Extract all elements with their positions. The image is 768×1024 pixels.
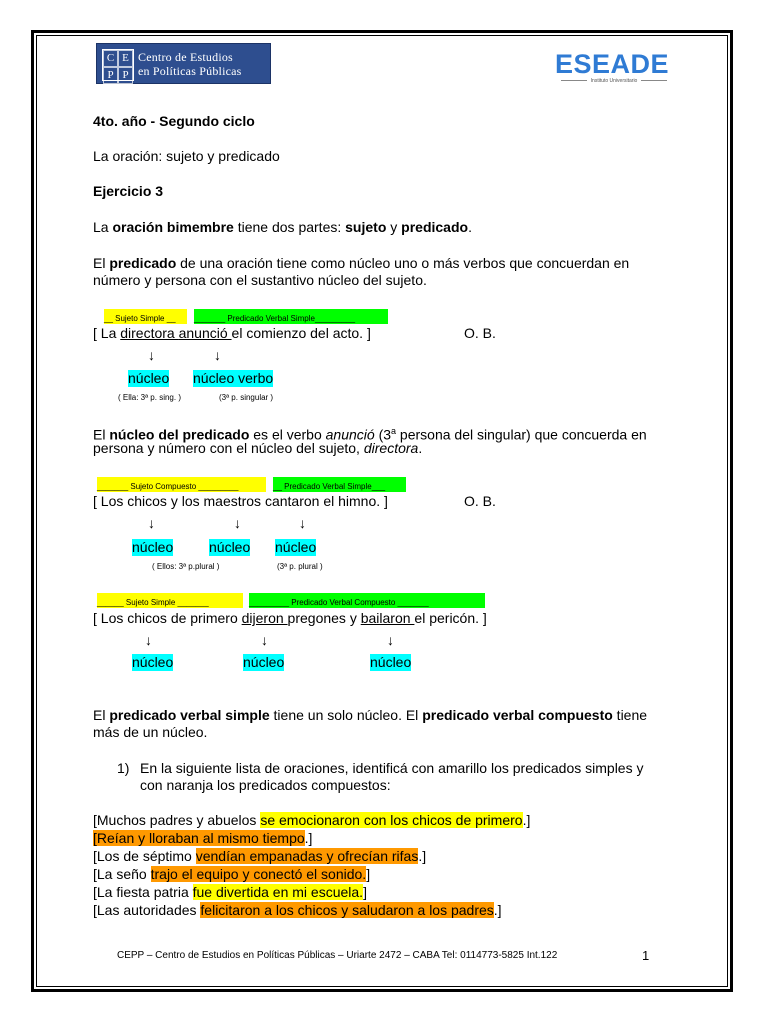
cepp-logo-line2: en Políticas Públicas [138,64,242,78]
label-sujeto-simple: ______ Sujeto Simple _______ [97,593,243,608]
logo-letter: P [103,67,118,84]
ob-label: O. B. [464,493,496,509]
cepp-logo [96,43,271,84]
paragraph-nucleo-line1: El núcleo del predicado es el verbo anunció (3$^a$ persona del singular) que concuerda en [93,426,647,443]
example-sentence-3: [ Los chicos de primero dijeron pregones y bailaron el pericón. ] [93,610,487,626]
topic-heading: La oración: sujeto y predicado [93,148,280,164]
nucleo-label: núcleo [243,654,285,670]
sentence-item: [Reían y lloraban al mismo tiempo.] [93,830,313,846]
note-ella: ( Ella: 3ª p. sing. ) [118,393,181,402]
nucleo-label: núcleo [128,370,170,386]
paragraph-bimembre: La oración bimembre tiene dos partes: sujeto y predicado. [93,219,472,235]
label-predicado-verbal-simple: __ Predicado Verbal Simple___ [273,477,406,492]
year-cycle-heading: 4to. año - Segundo ciclo [93,113,255,129]
note-singular: (3ª p. singular ) [219,393,274,402]
cepp-logo-text [138,50,242,78]
eseade-logo [555,50,673,86]
logo-letter: C [103,50,118,67]
label-sujeto-compuesto: _______ Sujeto Compuesto _________ [97,477,266,492]
paragraph-predicado-line1: El predicado de una oración tiene como núcleo uno o más verbos que concuerdan en [93,255,630,271]
eseade-logo-word: ESEADE [555,49,670,79]
sentence-item: [Las autoridades felicitaron a los chicos y saludaron a los padres.] [93,902,502,918]
page-number: 1 [642,948,650,963]
note-ellos: ( Ellos: 3ª p.plural ) [152,562,220,571]
arrow-down-icon: ↓ [148,347,155,363]
cepp-logo-mark [102,49,134,81]
arrow-down-icon: ↓ [148,515,155,531]
example-sentence-1: [ La directora anunció el comienzo del acto. ] [93,325,371,341]
nucleo-label: núcleo [275,539,317,555]
paragraph-predicado-verbal-line1: El predicado verbal simple tiene un solo núcleo. El predicado verbal compuesto tiene [93,707,648,723]
label-sujeto-simple: __ Sujeto Simple __ [104,309,187,324]
note-plural: (3ª p. plural ) [277,562,323,571]
nucleo-label: núcleo [370,654,412,670]
nucleo-verbo-label: núcleo verbo [193,370,274,386]
label-predicado-verbal-simple: _______ Predicado Verbal Simple_________ [194,309,388,324]
arrow-down-icon: ↓ [214,347,221,363]
cepp-logo-line1: Centro de Estudios [138,50,233,64]
nucleo-label: núcleo [132,539,174,555]
ob-label: O. B. [464,325,496,341]
sentence-item: [Los de séptimo vendían empanadas y ofrecían rifas.] [93,848,427,864]
task-line1: En la siguiente lista de oraciones, identificá con amarillo los predicados simples y [140,760,644,776]
arrow-down-icon: ↓ [299,515,306,531]
task-line2: con naranja los predicados compuestos: [140,777,391,793]
footer-text: CEPP – Centro de Estudios en Políticas Públicas – Uriarte 2472 – CABA Tel: 0114773-5825 Int.122 [117,950,558,961]
paragraph-predicado-verbal-line2: más de un núcleo. [93,724,208,740]
sentence-item: [La fiesta patria fue divertida en mi escuela.] [93,884,367,900]
paragraph-predicado-line2: número y persona con el sustantivo núcleo del sujeto. [93,272,427,288]
arrow-down-icon: ↓ [387,632,394,648]
paragraph-nucleo-line2: persona y número con el núcleo del sujeto, directora. [93,440,423,456]
nucleo-label: núcleo [209,539,251,555]
logo-letter: P [118,67,133,84]
exercise-heading: Ejercicio 3 [93,183,164,199]
arrow-down-icon: ↓ [234,515,241,531]
arrow-down-icon: ↓ [261,632,268,648]
task-number: 1) [117,760,130,776]
arrow-down-icon: ↓ [145,632,152,648]
eseade-logo-subtitle: Instituto Universitario [555,78,673,84]
sentence-item: [Muchos padres y abuelos se emocionaron con los chicos de primero.] [93,812,531,828]
nucleo-label: núcleo [132,654,174,670]
logo-letter: E [118,50,133,67]
sentence-item: [La seño trajo el equipo y conectó el sonido.] [93,866,371,882]
label-predicado-verbal-compuesto: _________ Predicado Verbal Compuesto _______ [249,593,485,608]
example-sentence-2: [ Los chicos y los maestros cantaron el himno. ] [93,493,388,509]
